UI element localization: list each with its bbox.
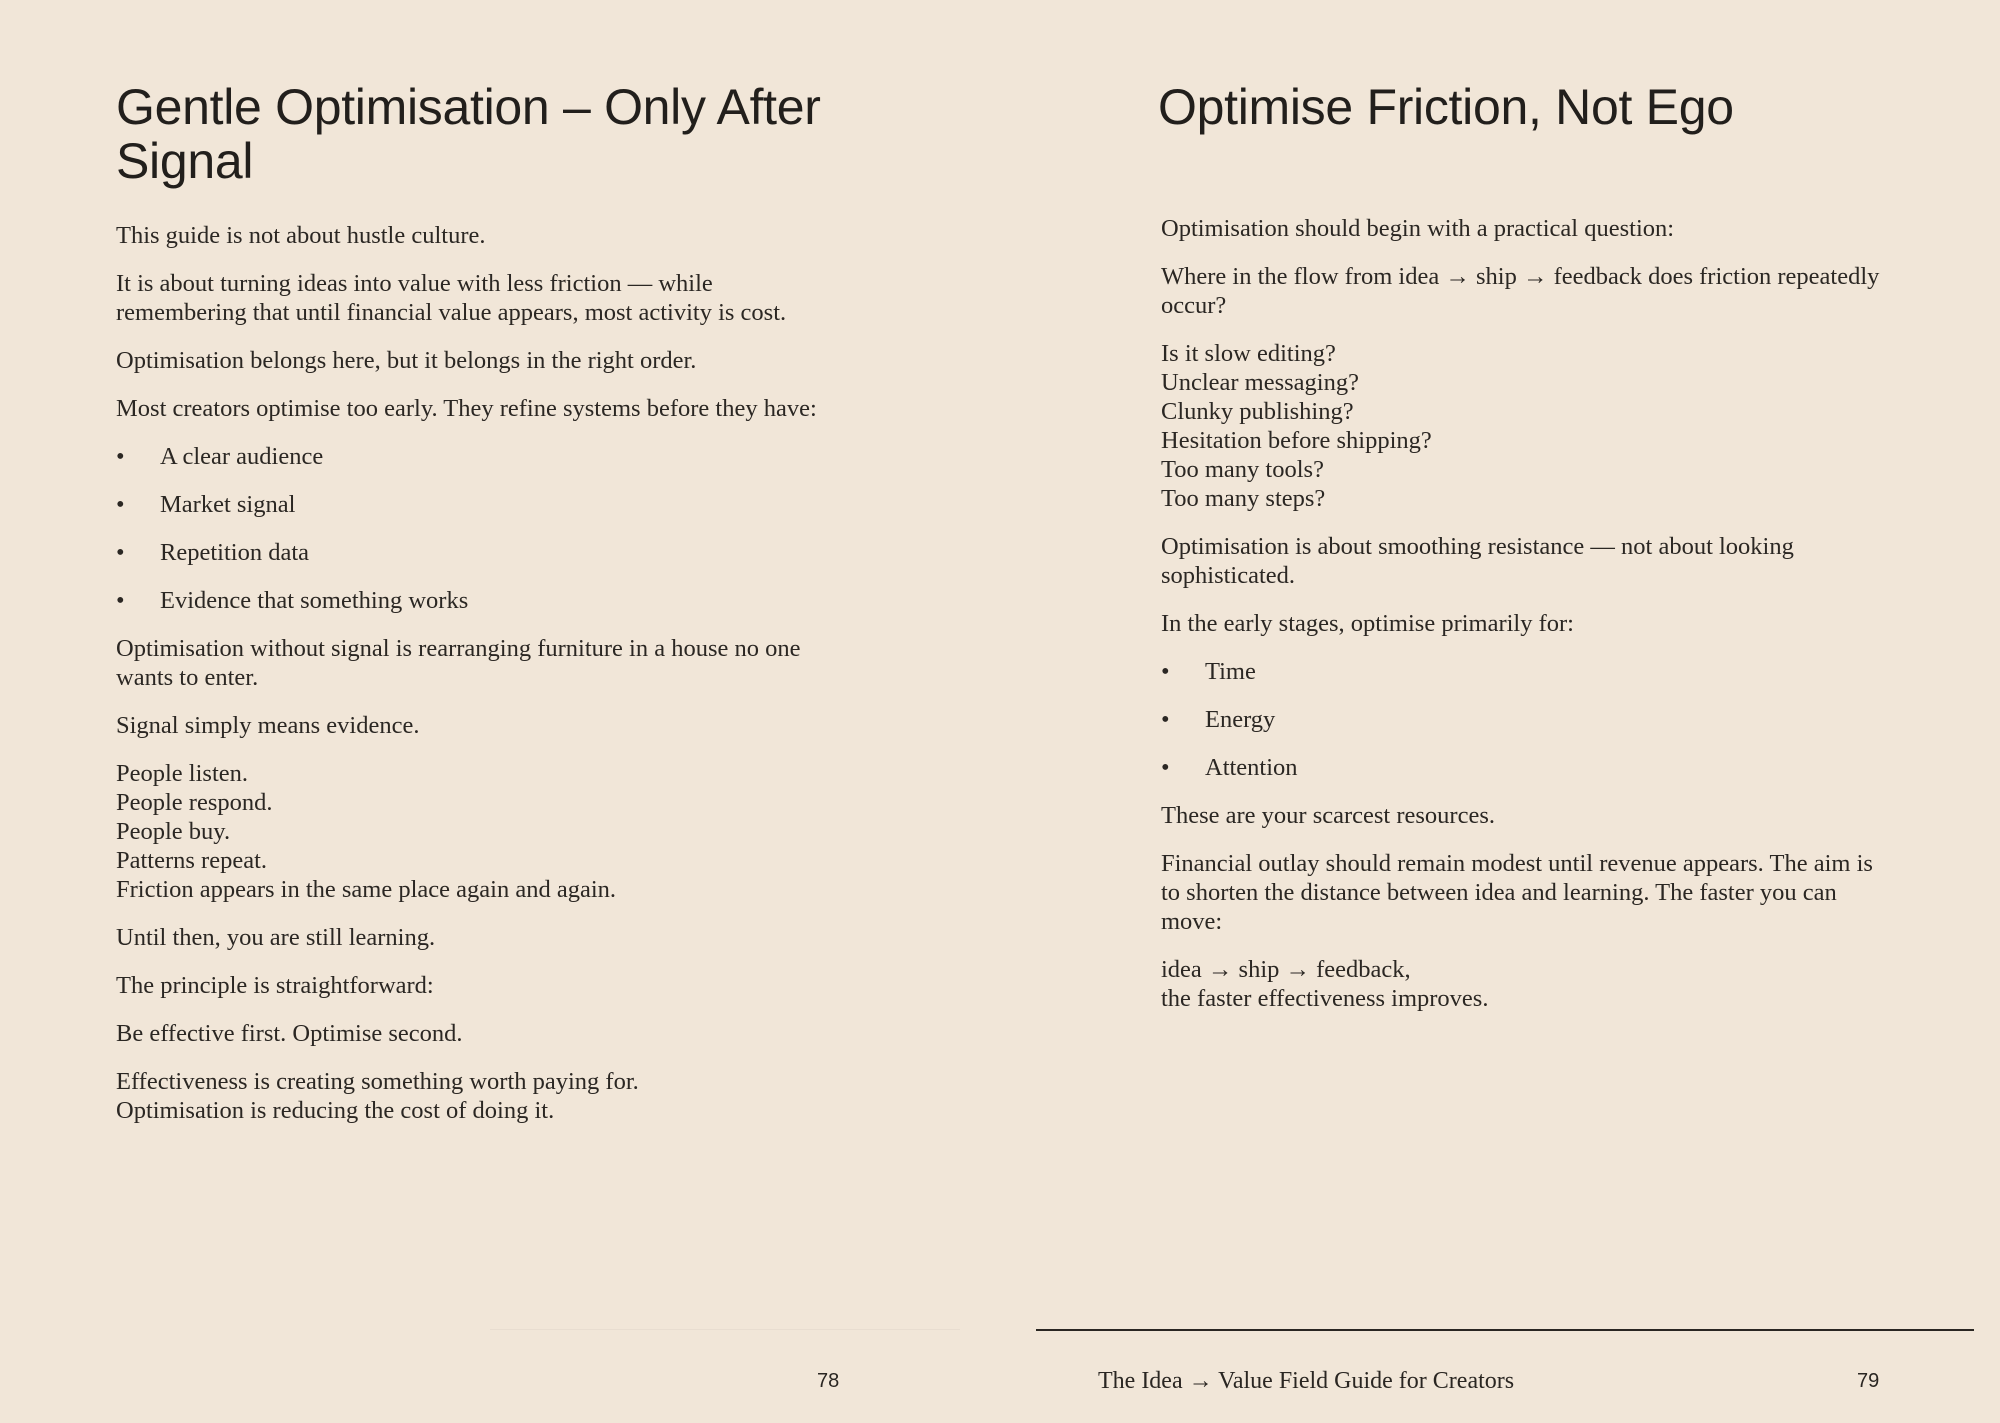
- list-item: [1161, 657, 1881, 686]
- right-page-body: [1161, 214, 1881, 1032]
- bullet-icon: •: [1161, 706, 1170, 733]
- paragraph: The principle is straightforward:: [116, 972, 434, 999]
- paragraph: Until then, you are still learning.: [116, 924, 436, 951]
- line: Effectiveness is creating something worth paying for.: [116, 1068, 639, 1095]
- line: Clunky publishing?: [1161, 398, 1354, 425]
- line: Too many steps?: [1161, 485, 1326, 512]
- list-item-text: Market signal: [160, 491, 296, 518]
- footer-divider: [1036, 1329, 1974, 1331]
- paragraph: It is about turning ideas into value with less friction — while remembering that until financial value appears, most activity is cost.: [116, 270, 787, 326]
- paragraph: Be effective first. Optimise second.: [116, 1020, 463, 1047]
- line: Friction appears in the same place again and again.: [116, 876, 617, 903]
- list-item: [1161, 753, 1881, 782]
- paragraph: Optimisation is about smoothing resistance — not about looking sophisticated.: [1161, 533, 1794, 589]
- question-lines: [1161, 339, 1881, 513]
- list-item-text: Energy: [1205, 706, 1276, 733]
- line: idea → ship → feedback,: [1161, 956, 1411, 983]
- paragraph: Optimisation belongs here, but it belongs in the right order.: [116, 347, 697, 374]
- paragraph: Where in the flow from idea → ship → feedback does friction repeatedly occur?: [1161, 263, 1880, 319]
- line: Too many tools?: [1161, 456, 1324, 483]
- line: the faster effectiveness improves.: [1161, 985, 1489, 1012]
- line: Unclear messaging?: [1161, 369, 1359, 396]
- right-page-heading: Optimise Friction, Not Ego: [1158, 79, 1734, 135]
- paragraph: Optimisation without signal is rearranging furniture in a house no one wants to enter.: [116, 635, 801, 691]
- line: Hesitation before shipping?: [1161, 427, 1432, 454]
- list-item: [116, 490, 836, 519]
- closing-lines: [116, 1067, 836, 1125]
- paragraph: This guide is not about hustle culture.: [116, 222, 486, 249]
- right-page: [1000, 0, 2000, 1423]
- list-item-text: Time: [1205, 658, 1256, 685]
- signal-lines: [116, 759, 836, 904]
- bullet-list: [1161, 657, 1881, 782]
- footer-book-title: The Idea → Value Field Guide for Creators: [1098, 1368, 1515, 1394]
- left-page-body: [116, 221, 836, 1144]
- bullet-list: [116, 442, 836, 615]
- line: People listen.: [116, 760, 249, 787]
- list-item-text: Evidence that something works: [160, 587, 469, 614]
- list-item-text: A clear audience: [160, 443, 324, 470]
- line: Is it slow editing?: [1161, 340, 1336, 367]
- list-item: [116, 538, 836, 567]
- closing-lines: [1161, 955, 1881, 1013]
- bullet-icon: •: [116, 587, 125, 614]
- paragraph: Optimisation should begin with a practical question:: [1161, 215, 1675, 242]
- footer-divider: [490, 1329, 960, 1330]
- line: People buy.: [116, 818, 231, 845]
- list-item-text: Attention: [1205, 754, 1298, 781]
- page-number: 78: [817, 1370, 840, 1392]
- list-item: [116, 442, 836, 471]
- line: People respond.: [116, 789, 273, 816]
- left-page-heading: Gentle Optimisation – Only After Signal: [116, 79, 821, 189]
- line: Optimisation is reducing the cost of doing it.: [116, 1097, 555, 1124]
- bullet-icon: •: [1161, 658, 1170, 685]
- line: Patterns repeat.: [116, 847, 268, 874]
- paragraph: These are your scarcest resources.: [1161, 802, 1495, 829]
- bullet-icon: •: [116, 491, 125, 518]
- paragraph: In the early stages, optimise primarily for:: [1161, 610, 1574, 637]
- list-item: [1161, 705, 1881, 734]
- list-item-text: Repetition data: [160, 539, 309, 566]
- paragraph: Financial outlay should remain modest until revenue appears. The aim is to shorten the distance between idea and learning. The faster you can move:: [1161, 850, 1873, 935]
- list-item: [116, 586, 836, 615]
- paragraph: Most creators optimise too early. They refine systems before they have:: [116, 395, 817, 422]
- bullet-icon: •: [1161, 754, 1170, 781]
- bullet-icon: •: [116, 443, 125, 470]
- page-number: 79: [1857, 1370, 1880, 1392]
- bullet-icon: •: [116, 539, 125, 566]
- paragraph: Signal simply means evidence.: [116, 712, 420, 739]
